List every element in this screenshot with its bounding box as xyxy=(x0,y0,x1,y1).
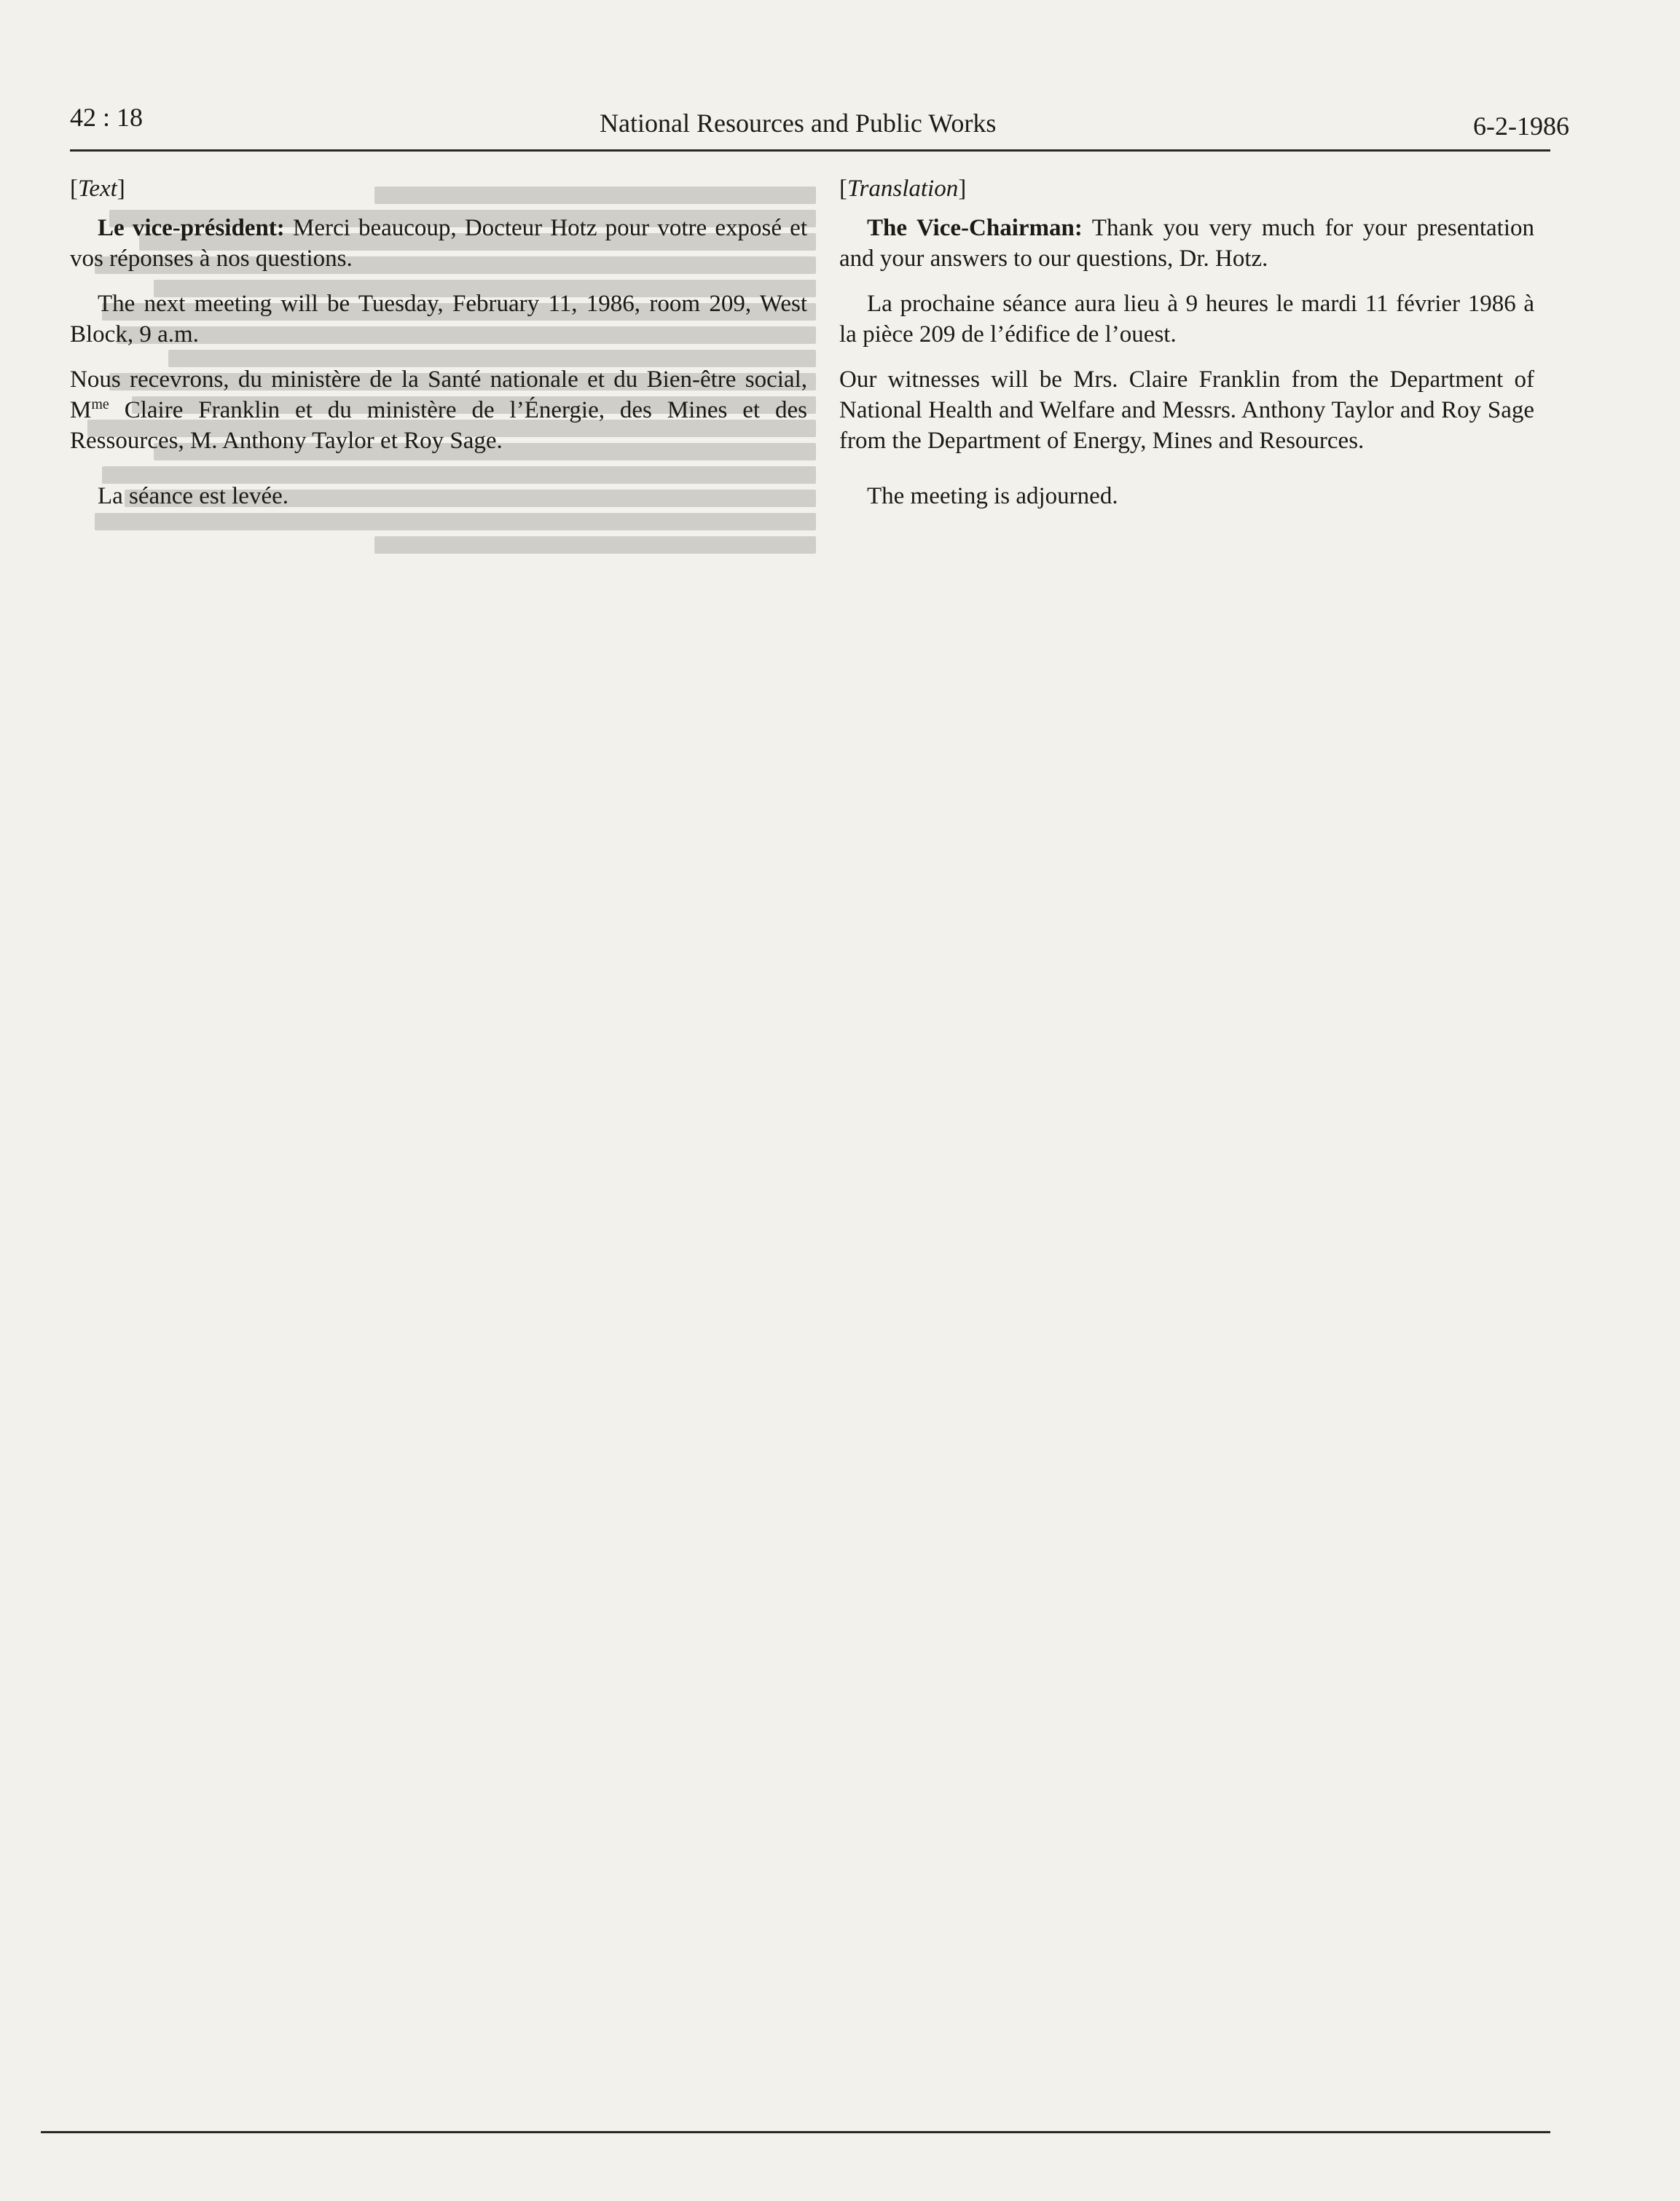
page-number: 42 : 18 xyxy=(70,103,144,132)
right-paragraph-1: The Vice-Chairman: Thank you very much for your presentation and your answers to our questions, Dr. Hotz. xyxy=(839,215,1534,272)
left-paragraph-4: La séance est levée. xyxy=(98,483,289,509)
header-rule xyxy=(70,149,1550,152)
left-paragraph-1: Le vice-président: Merci beaucoup, Docteur Hotz pour votre exposé et vos réponses à nos questions. xyxy=(70,215,807,272)
page-header xyxy=(70,102,1569,153)
left-column xyxy=(70,173,807,511)
section-label-translation: [Translation] xyxy=(839,176,967,202)
speaker-vice-president: Le vice-président: xyxy=(98,215,285,241)
journal-title: National Resources and Public Works xyxy=(600,109,997,138)
right-column xyxy=(839,173,1534,511)
right-paragraph-2: La prochaine séance aura lieu à 9 heures le mardi 11 février 1986 à la pièce 209 de l’édifice de l’ouest. xyxy=(839,291,1534,348)
left-paragraph-2: The next meeting will be Tuesday, February 11, 1986, room 209, West Block, 9 a.m. xyxy=(70,291,807,348)
speaker-vice-chairman: The Vice-Chairman: xyxy=(867,215,1083,241)
right-paragraph-4: The meeting is adjourned. xyxy=(867,483,1118,509)
left-paragraph-3: Nous recevrons, du ministère de la Santé nationale et du Bien-être social, $M^{me}$ Claire Franklin et du ministère de l’Énergie, des Mines et des Ressources, M. Anthony Taylor et Roy Sage. xyxy=(70,366,807,454)
footer-rule xyxy=(41,2131,1550,2133)
section-label-text: [Text] xyxy=(70,176,125,202)
publication-date: 6-2-1986 xyxy=(1473,111,1569,141)
right-paragraph-3: Our witnesses will be Mrs. Claire Franklin from the Department of National Health and Welfare and Messrs. Anthony Taylor and Roy Sage from the Department of Energy, Mines and Resources. xyxy=(839,366,1534,454)
